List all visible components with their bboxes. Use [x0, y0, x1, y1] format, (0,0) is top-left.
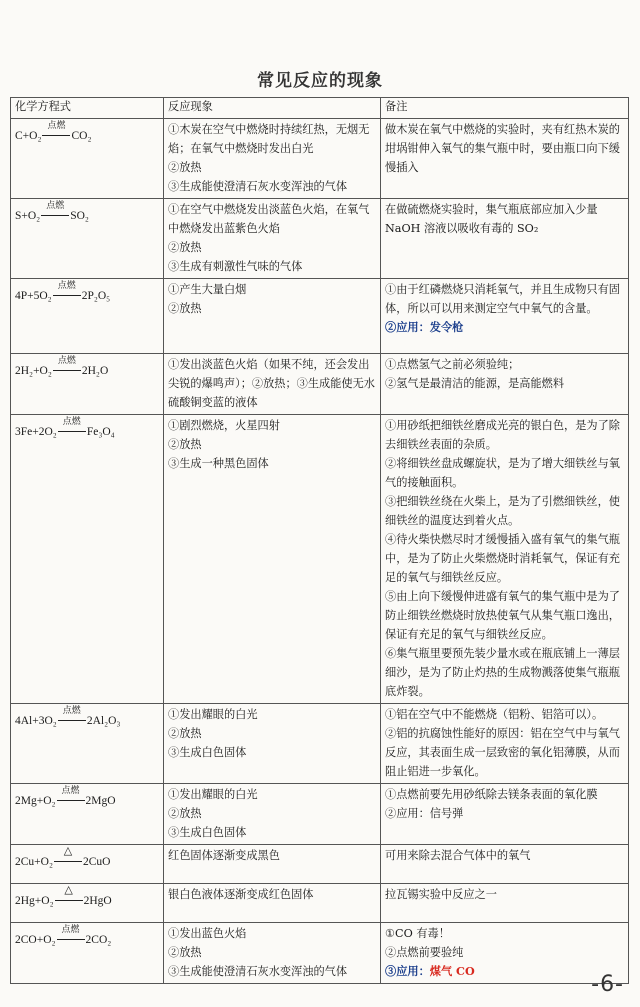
chemical-equation — [15, 885, 159, 911]
phenomenon-line: ②放热 — [168, 946, 202, 959]
phenomenon-cell — [164, 845, 381, 884]
phenomenon-line: ②放热 — [168, 727, 202, 740]
reaction-condition: 点燃 — [62, 417, 81, 427]
phenomenon-line: ③生成一种黑色固体 — [168, 457, 269, 470]
chemical-equation — [15, 924, 159, 950]
phenomenon-cell — [164, 354, 381, 415]
notes-cell — [381, 845, 629, 884]
phenomenon-line: ①产生大量白烟 — [168, 283, 247, 296]
equation-cell — [11, 923, 164, 984]
phenomenon-cell — [164, 279, 381, 354]
chemical-equation — [15, 355, 159, 381]
phenomenon-line: ①在空气中燃烧发出淡蓝色火焰，在氧气中燃烧发出蓝紫色火焰 — [168, 203, 370, 235]
table-row — [11, 923, 629, 984]
phenomenon-line: ②放热 — [168, 438, 202, 451]
notes-cell — [381, 199, 629, 279]
application-label: ③应用： — [385, 964, 430, 978]
equation-cell — [11, 884, 164, 923]
page-title: 常见反应的现象 — [257, 71, 383, 91]
reaction-condition: 点燃 — [47, 121, 66, 131]
equation-products: CO₂ — [71, 130, 92, 142]
phenomenon-line: ①发出耀眼的白光 — [168, 708, 258, 721]
reaction-condition-arrow — [42, 121, 70, 136]
chemical-equation — [15, 705, 159, 731]
phenomenon-line: ①发出淡蓝色火焰（如果不纯，还会发出尖锐的爆鸣声）；②放热；③生成能使无水硫酸铜变蓝的液体 — [168, 358, 375, 409]
equation-cell — [11, 119, 164, 199]
equation-cell — [11, 704, 164, 784]
equation-reactants: 4P+5O₂ — [15, 290, 52, 302]
equation-products: 2CuO — [82, 856, 111, 868]
table-row — [11, 784, 629, 845]
page-number: -6- — [591, 972, 624, 997]
chemical-equation — [15, 280, 159, 306]
note-line: ①CO 有毒！ — [385, 927, 450, 940]
equation-reactants: 2Cu+O₂ — [15, 856, 53, 868]
notes-cell — [381, 279, 629, 354]
reaction-condition-arrow — [41, 201, 69, 216]
note-line: ③把细铁丝绕在火柴上，是为了引燃细铁丝，使细铁丝的温度达到着火点。 — [385, 495, 620, 527]
notes-cell — [381, 884, 629, 923]
note-line: ①由于红磷燃烧只消耗氧气，并且生成物只有固体，所以可以用来测定空气中氧气的含量。 — [385, 283, 620, 315]
equation-reactants: S+O₂ — [15, 210, 41, 222]
notes-cell — [381, 704, 629, 784]
phenomenon-line: ③生成白色固体 — [168, 746, 247, 759]
equation-cell — [11, 845, 164, 884]
note-line: ⑥集气瓶里要预先装少量水或在瓶底铺上一薄层细沙，是为了防止灼热的生成物溅落使集气瓶瓶底炸裂。 — [385, 647, 620, 698]
table-row — [11, 415, 629, 704]
phenomenon-line: ③生成有刺激性气味的气体 — [168, 260, 303, 273]
note-line: ①铝在空气中不能燃烧（铝粉、铝箔可以）。 — [385, 708, 604, 721]
phenomenon-line: ③生成能使澄清石灰水变浑浊的气体 — [168, 965, 348, 978]
note-line: ②将细铁丝盘成螺旋状，是为了增大细铁丝与氧气的接触面积。 — [385, 457, 620, 489]
phenomenon-cell — [164, 784, 381, 845]
reaction-condition-arrow — [57, 925, 85, 940]
note-line: 做木炭在氧气中燃烧的实验时，夹有红热木炭的坩埚钳伸入氧气的集气瓶中时，要由瓶口向下缓慢插入 — [385, 123, 620, 174]
chemical-equation — [15, 785, 159, 811]
equation-reactants: 3Fe+2O₂ — [15, 426, 57, 438]
phenomenon-cell — [164, 923, 381, 984]
note-line: ⑤由上向下缓慢伸进盛有氧气的集气瓶中是为了防止细铁丝燃烧时放热使氧气从集气瓶口逸出，保证有充足的氧气与细铁丝反应。 — [385, 590, 620, 641]
table-row — [11, 279, 629, 354]
reaction-condition: △ — [63, 844, 73, 857]
application-value: 发令枪 — [429, 320, 464, 334]
application-note — [385, 318, 624, 337]
note-line: 在做硫燃烧实验时，集气瓶底部应加入少量 NaOH 溶液以吸收有毒的 SO₂ — [385, 203, 598, 235]
notes-cell — [381, 415, 629, 704]
equation-products: SO₂ — [70, 210, 89, 222]
note-line: ②氢气是最清洁的能源，是高能燃料 — [385, 377, 565, 390]
table-header-row — [11, 98, 629, 119]
reaction-condition-arrow — [53, 281, 81, 296]
chemical-equation — [15, 200, 159, 226]
note-line: 拉瓦锡实验中反应之一 — [385, 888, 497, 901]
application-label: ②应用： — [385, 320, 430, 334]
phenomenon-cell — [164, 119, 381, 199]
equation-products: 2P₂O₅ — [81, 290, 111, 302]
table-row — [11, 845, 629, 884]
phenomenon-cell — [164, 415, 381, 704]
application-note — [385, 962, 624, 981]
reaction-condition: △ — [64, 883, 73, 896]
equation-products: 2Al₂O₃ — [86, 715, 121, 727]
table-row — [11, 199, 629, 279]
reaction-condition-arrow — [58, 417, 86, 432]
phenomenon-line: ②放热 — [168, 241, 202, 254]
equation-cell — [11, 415, 164, 704]
equation-cell — [11, 199, 164, 279]
phenomenon-line: ①木炭在空气中燃烧时持续红热，无烟无焰；在氧气中燃烧时发出白光 — [168, 123, 370, 155]
phenomenon-line: ②放热 — [168, 302, 202, 315]
equation-cell — [11, 354, 164, 415]
reaction-condition: 点燃 — [57, 281, 76, 291]
table-row — [11, 884, 629, 923]
note-line: ④待火柴快燃尽时才缓慢插入盛有氧气的集气瓶中，是为了防止火柴燃烧时消耗氧气，保证有充足的氧气与细铁丝反应。 — [385, 533, 620, 584]
equation-cell — [11, 279, 164, 354]
note-line: ②应用：信号弹 — [385, 807, 464, 820]
phenomenon-line: 红色固体逐渐变成黑色 — [168, 849, 280, 862]
table-row — [11, 354, 629, 415]
equation-reactants: 2Hg+O₂ — [15, 895, 54, 907]
reaction-condition-arrow — [53, 356, 81, 371]
header-phenomenon: 反应现象 — [164, 98, 381, 119]
reaction-condition-arrow — [57, 786, 85, 801]
phenomenon-line: ①发出蓝色火焰 — [168, 927, 247, 940]
reaction-condition-arrow — [54, 844, 82, 862]
equation-products: 2H₂O — [81, 365, 109, 377]
equation-reactants: C+O₂ — [15, 130, 42, 142]
equation-reactants: 4Al+3O₂ — [15, 715, 57, 727]
application-value: 煤气 CO — [429, 964, 475, 978]
reaction-condition: 点燃 — [61, 786, 80, 796]
phenomenon-line: ②放热 — [168, 161, 202, 174]
phenomenon-line: ①发出耀眼的白光 — [168, 788, 258, 801]
phenomenon-cell — [164, 704, 381, 784]
phenomenon-cell — [164, 884, 381, 923]
phenomenon-cell — [164, 199, 381, 279]
header-notes: 备注 — [381, 98, 629, 119]
reaction-condition: 点燃 — [62, 706, 81, 716]
phenomenon-line: ③生成白色固体 — [168, 826, 247, 839]
note-line: ①点燃前要先用砂纸除去镁条表面的氧化膜 — [385, 788, 598, 801]
notes-cell — [381, 354, 629, 415]
reaction-condition-arrow — [55, 883, 83, 901]
reaction-condition: 点燃 — [61, 925, 80, 935]
chemical-equation — [15, 846, 159, 872]
note-line: 可用来除去混合气体中的氧气 — [385, 849, 531, 862]
header-equation: 化学方程式 — [11, 98, 164, 119]
note-line: ②点燃前要验纯 — [385, 946, 464, 959]
phenomenon-line: 银白色液体逐渐变成红色固体 — [168, 888, 314, 901]
note-line: ①点燃氢气之前必须验纯； — [385, 358, 520, 371]
equation-cell — [11, 784, 164, 845]
equation-products: Fe₃O₄ — [86, 426, 115, 438]
equation-reactants: 2Mg+O₂ — [15, 795, 56, 807]
note-line: ①用砂纸把细铁丝磨成光亮的银白色，是为了除去细铁丝表面的杂质。 — [385, 419, 620, 451]
chemical-equation — [15, 120, 159, 146]
chemical-equation — [15, 416, 159, 442]
phenomenon-line: ②放热 — [168, 807, 202, 820]
table-row — [11, 119, 629, 199]
reaction-condition-arrow — [58, 706, 86, 721]
reaction-condition: 点燃 — [46, 201, 65, 211]
equation-reactants: 2H₂+O₂ — [15, 365, 52, 377]
reaction-condition: 点燃 — [57, 356, 76, 366]
notes-cell — [381, 119, 629, 199]
equation-products: 2CO₂ — [85, 934, 112, 946]
notes-cell — [381, 784, 629, 845]
equation-products: 2MgO — [85, 795, 116, 807]
note-line: ②铝的抗腐蚀性能好的原因：铝在空气中与氧气反应，其表面生成一层致密的氧化铝薄膜，从而阻止铝进一步氧化。 — [385, 727, 620, 778]
phenomenon-line: ①剧烈燃烧，火星四射 — [168, 419, 280, 432]
equation-products: 2HgO — [83, 895, 112, 907]
table-row — [11, 704, 629, 784]
reactions-table — [10, 97, 629, 984]
phenomenon-line: ③生成能使澄清石灰水变浑浊的气体 — [168, 180, 348, 193]
equation-reactants: 2CO+O₂ — [15, 934, 56, 946]
